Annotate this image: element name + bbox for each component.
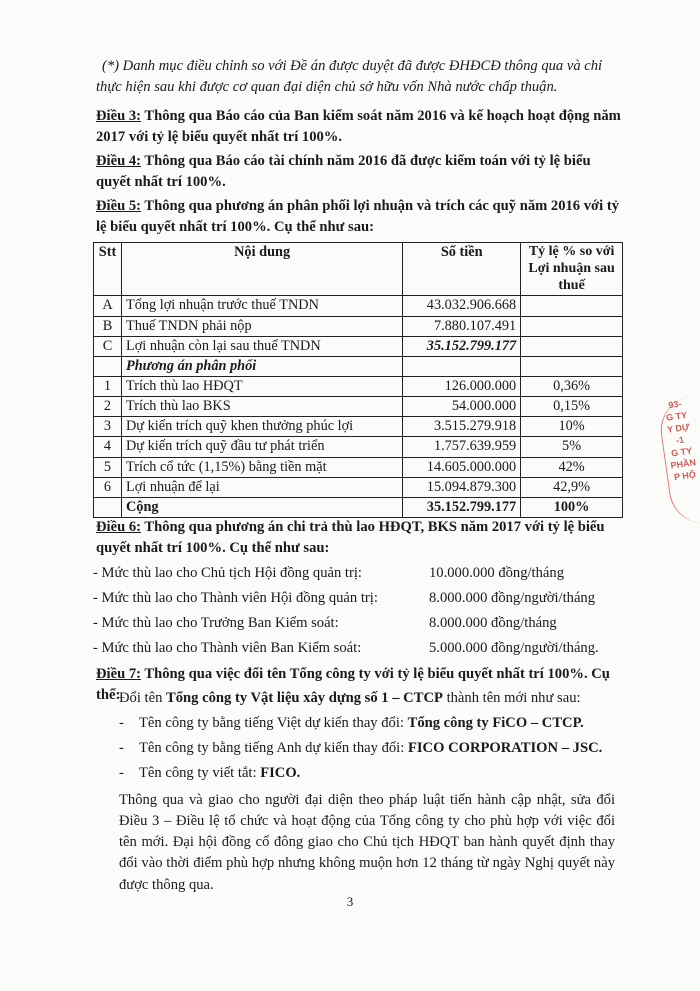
row-percent: 100% <box>521 497 623 517</box>
table-row <box>94 377 623 397</box>
row-content: Trích thù lao HĐQT <box>121 377 402 397</box>
new-name-label: Tên công ty bằng tiếng Anh dự kiến thay đổi: <box>139 740 408 756</box>
row-percent: 0,15% <box>521 397 623 417</box>
row-amount: 7.880.107.491 <box>403 316 521 336</box>
table-row <box>94 397 623 417</box>
row-stt: B <box>94 316 122 336</box>
article-4-heading: Điều 4: <box>96 153 141 169</box>
row-content: Lợi nhuận còn lại sau thuế TNDN <box>121 336 402 356</box>
header-content: Nội dung <box>121 243 402 296</box>
row-percent: 0,36% <box>521 377 623 397</box>
new-name-value: Tổng công ty FiCO – CTCP. <box>407 715 584 731</box>
row-stt: C <box>94 336 122 356</box>
row-stt: 1 <box>94 377 122 397</box>
red-seal-stamp <box>656 396 700 528</box>
article-6-heading: Điều 6: <box>96 519 141 535</box>
article-3-text: Thông qua Báo cáo của Ban kiểm soát năm 2016 và kế hoạch hoạt động năm 2017 với tỷ lệ biểu quyết nhất trí 100%. <box>96 108 621 146</box>
row-content: Tổng lợi nhuận trước thuế TNDN <box>121 296 402 316</box>
row-amount: 43.032.906.668 <box>403 296 521 316</box>
new-name-item: - Tên công ty viết tắt: FICO. <box>119 765 301 781</box>
row-percent: 10% <box>521 417 623 437</box>
row-percent <box>521 296 623 316</box>
fee-value: 8.000.000 đồng/người/tháng <box>429 590 596 606</box>
new-name-label: Tên công ty viết tắt: <box>139 765 261 781</box>
article-4 <box>96 151 624 193</box>
article-6-text: Thông qua phương án chi trả thù lao HĐQT, BKS năm 2017 với tỷ lệ biểu quyết nhất trí 100%. Cụ thể như sau: <box>96 519 605 557</box>
rename-pre: Đổi tên <box>119 690 167 706</box>
article-5-heading: Điều 5: <box>96 198 141 214</box>
row-stt <box>94 497 122 517</box>
stamp-line: G TY <box>665 409 688 423</box>
stamp-line: P HỘ <box>673 469 697 483</box>
table-row <box>94 477 623 497</box>
fee-label: - Mức thù lao cho Chủ tịch Hội đồng quản trị: <box>93 565 362 581</box>
row-stt <box>94 356 122 376</box>
table-total-row <box>94 497 623 517</box>
row-content: Lợi nhuận để lại <box>121 477 402 497</box>
rename-post: thành tên mới như sau: <box>442 690 581 706</box>
article-6 <box>96 517 624 559</box>
row-amount: 126.000.000 <box>403 377 521 397</box>
table-row <box>94 457 623 477</box>
row-content: Thuế TNDN phải nộp <box>121 316 402 336</box>
fee-label: - Mức thù lao cho Thành viên Hội đồng quản trị: <box>93 590 378 606</box>
article-7-text: Thông qua việc đổi tên Tổng công ty với tỷ lệ biểu quyết nhất trí 100%. Cụ thể: <box>96 666 610 704</box>
new-name-label: Tên công ty bằng tiếng Việt dự kiến thay đổi: <box>139 715 408 731</box>
fee-value: 8.000.000 đồng/tháng <box>429 615 557 631</box>
row-stt: A <box>94 296 122 316</box>
row-amount: 3.515.279.918 <box>403 417 521 437</box>
fee-label: - Mức thù lao cho Trưởng Ban Kiểm soát: <box>93 615 339 631</box>
row-stt: 3 <box>94 417 122 437</box>
row-content: Phương án phân phối <box>121 356 402 376</box>
article-3 <box>96 106 624 148</box>
closing-paragraph: Thông qua và giao cho người đại diện theo pháp luật tiến hành cập nhật, sửa đổi Điều 3 – Điều lệ tổ chức và hoạt động của Tổng công ty cho phù hợp với việc đổi tên mới. Đại hội đồng cổ đông giao cho Chủ tịch HĐQT ban hành quyết định thay đổi vào thời điểm phù hợp nhưng không muộn hơn 12 tháng từ ngày Nghị quyết này được thông qua. <box>119 792 615 893</box>
row-content: Trích thù lao BKS <box>121 397 402 417</box>
new-name-item: - Tên công ty bằng tiếng Việt dự kiến thay đổi: Tổng công ty FiCO – CTCP. <box>119 715 584 731</box>
adjustment-note: (*) Danh mục điều chỉnh so với Đề án được duyệt đã được ĐHĐCĐ thông qua và chỉ thực hiện sau khi được cơ quan đại diện chủ sở hữu vốn Nhà nước chấp thuận. <box>96 58 603 96</box>
row-content: Trích cổ tức (1,15%) bằng tiền mặt <box>121 457 402 477</box>
profit-distribution-table <box>93 242 623 518</box>
row-amount: 54.000.000 <box>403 397 521 417</box>
row-amount: 1.757.639.959 <box>403 437 521 457</box>
row-percent <box>521 316 623 336</box>
article-4-text: Thông qua Báo cáo tài chính năm 2016 đã được kiểm toán với tỷ lệ biểu quyết nhất trí 100%. <box>96 153 591 191</box>
stamp-line: 93- <box>667 398 683 411</box>
row-amount: 14.605.000.000 <box>403 457 521 477</box>
stamp-line: -1 <box>675 434 685 446</box>
table-row <box>94 437 623 457</box>
page-number: 3 <box>346 894 354 909</box>
row-percent <box>521 336 623 356</box>
row-amount: 15.094.879.300 <box>403 477 521 497</box>
old-company-name: Tổng công ty Vật liệu xây dựng số 1 – CTCP <box>166 690 443 706</box>
fee-label: - Mức thù lao cho Thành viên Ban Kiểm soát: <box>93 640 362 656</box>
table-row <box>94 417 623 437</box>
row-stt: 6 <box>94 477 122 497</box>
stamp-line: Y DỰ <box>666 421 691 435</box>
header-stt: Stt <box>94 243 122 296</box>
new-name-value: FICO. <box>260 765 301 781</box>
article-3-heading: Điều 3: <box>96 108 141 124</box>
row-percent: 5% <box>521 437 623 457</box>
row-amount: 35.152.799.177 <box>403 497 521 517</box>
rename-statement <box>119 688 581 709</box>
row-content: Dự kiến trích quỹ đầu tư phát triển <box>121 437 402 457</box>
row-percent <box>521 356 623 376</box>
row-stt: 5 <box>94 457 122 477</box>
table-row <box>94 356 623 376</box>
article-5 <box>96 196 624 238</box>
row-content: Cộng <box>121 497 402 517</box>
row-percent: 42% <box>521 457 623 477</box>
header-percent: Tỷ lệ % so với Lợi nhuận sau thuế <box>521 243 623 296</box>
stamp-line: PHẦN <box>669 457 697 471</box>
fee-value: 5.000.000 đồng/người/tháng. <box>429 640 599 656</box>
table-row <box>94 296 623 316</box>
row-stt: 2 <box>94 397 122 417</box>
new-name-item: - Tên công ty bằng tiếng Anh dự kiến thay đổi: FICO CORPORATION – JSC. <box>119 740 603 756</box>
table-header-row <box>94 243 623 296</box>
row-percent: 42,9% <box>521 477 623 497</box>
table-row <box>94 336 623 356</box>
new-name-value: FICO CORPORATION – JSC. <box>407 740 603 756</box>
row-amount <box>403 356 521 376</box>
stamp-line: G TY <box>670 445 693 459</box>
article-7-heading: Điều 7: <box>96 666 141 682</box>
fee-value: 10.000.000 đồng/tháng <box>429 565 564 581</box>
header-amount: Số tiền <box>403 243 521 296</box>
article-5-text: Thông qua phương án phân phối lợi nhuận và trích các quỹ năm 2016 với tỷ lệ biểu quyết nhất trí 100%. Cụ thể như sau: <box>96 198 619 236</box>
row-content: Dự kiến trích quỹ khen thưởng phúc lợi <box>121 417 402 437</box>
row-stt: 4 <box>94 437 122 457</box>
table-row <box>94 316 623 336</box>
row-amount: 35.152.799.177 <box>403 336 521 356</box>
